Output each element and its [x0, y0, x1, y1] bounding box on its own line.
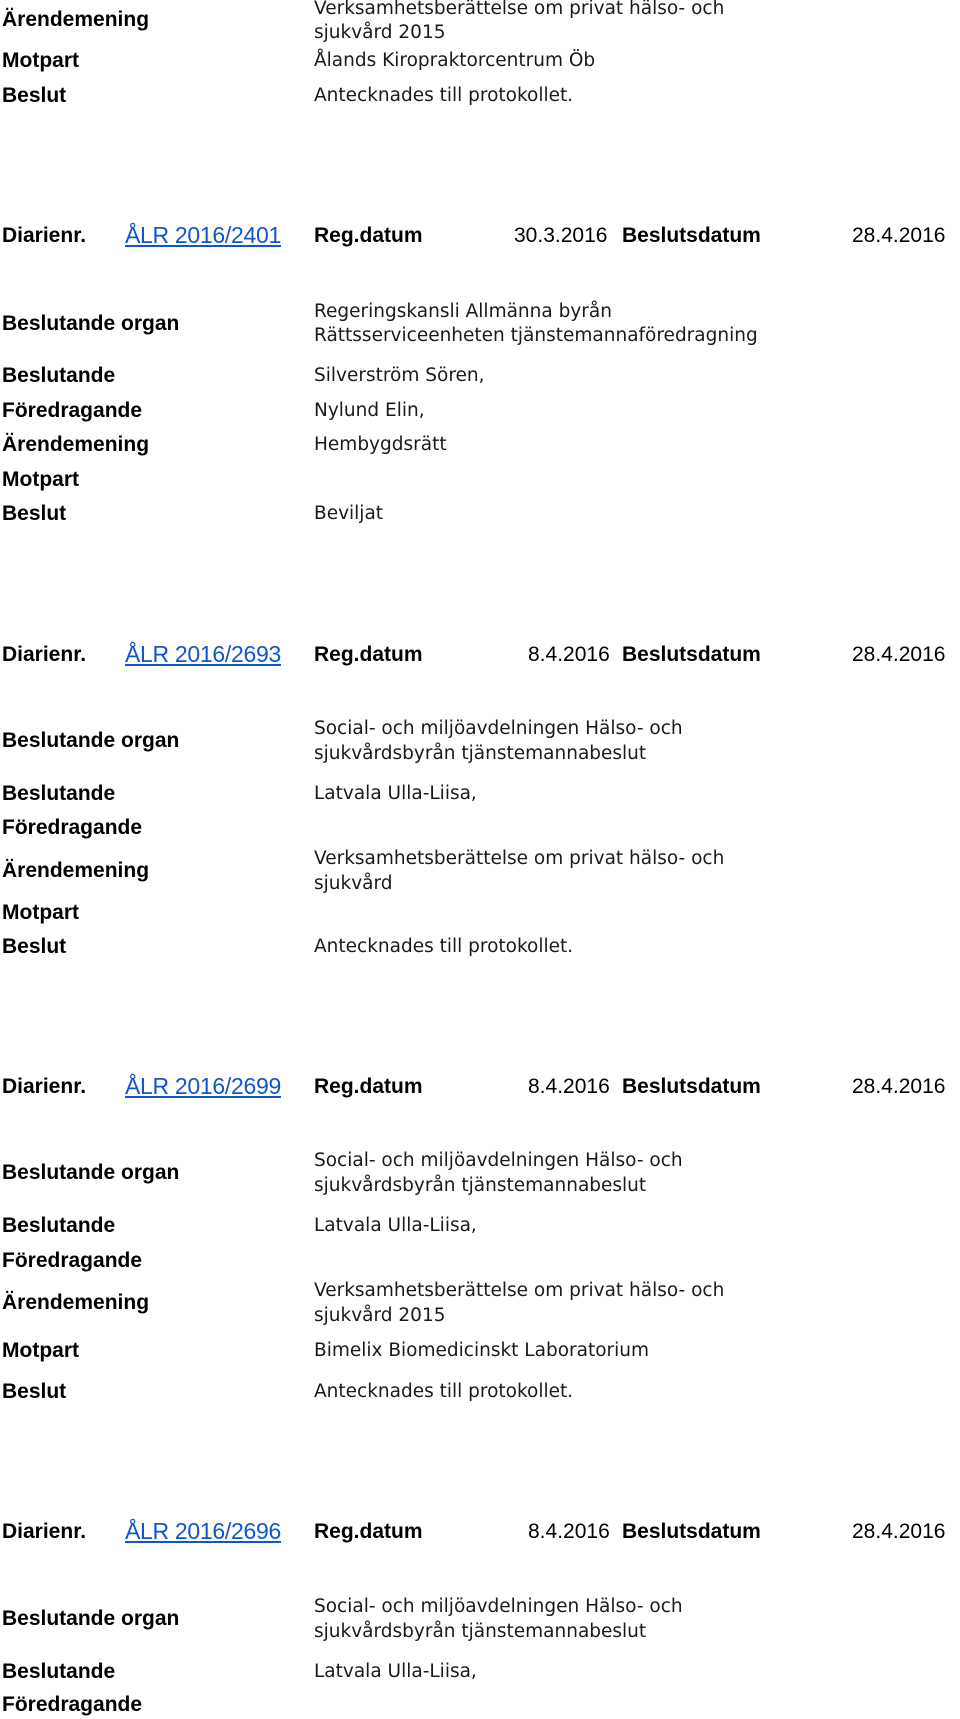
beslut-value: Antecknades till protokollet. — [314, 1381, 574, 1402]
label-beslutande-organ: Beslutande organ — [2, 1161, 180, 1184]
label-motpart: Motpart — [2, 901, 79, 924]
arendemening-value-line1: Verksamhetsberättelse om privat hälso- och — [314, 848, 725, 869]
label-regdatum: Reg.datum — [314, 1520, 423, 1543]
diarienr-link[interactable]: ÅLR 2016/2696 — [125, 1518, 281, 1544]
arendemening-value-line1: Hembygdsrätt — [314, 434, 447, 455]
label-motpart: Motpart — [2, 1339, 79, 1362]
diarienr-link[interactable]: ÅLR 2016/2699 — [125, 1073, 281, 1099]
beslutande-value: Latvala Ulla-Liisa, — [314, 1661, 477, 1682]
label-diarienr: Diarienr. — [2, 1075, 87, 1098]
organ-value-line2: sjukvårdsbyrån tjänstemannabeslut — [314, 743, 647, 764]
motpart-value: Bimelix Biomedicinskt Laboratorium — [314, 1340, 650, 1361]
label-beslutande: Beslutande — [2, 1214, 116, 1237]
regdatum-value: 8.4.2016 — [528, 643, 610, 666]
label-foredragande: Föredragande — [2, 1693, 143, 1716]
label-arendemening: Ärendemening — [2, 1291, 150, 1314]
organ-value-line1: Social- och miljöavdelningen Hälso- och — [314, 1150, 683, 1171]
label-regdatum: Reg.datum — [314, 1075, 423, 1098]
label-arendemening: Ärendemening — [2, 859, 150, 882]
label-beslutsdatum: Beslutsdatum — [622, 1520, 761, 1543]
diarienr-link[interactable]: ÅLR 2016/2401 — [125, 222, 281, 248]
label-motpart: Motpart — [2, 468, 79, 491]
label-beslutande: Beslutande — [2, 782, 116, 805]
label-beslut: Beslut — [2, 935, 67, 958]
arendemening-value-line2: sjukvård — [314, 873, 393, 894]
label-beslutsdatum: Beslutsdatum — [622, 224, 761, 247]
label-diarienr: Diarienr. — [2, 643, 87, 666]
beslutsdatum-value: 28.4.2016 — [852, 224, 946, 247]
arendemening-value-line2: sjukvård 2015 — [314, 22, 446, 43]
organ-value-line1: Social- och miljöavdelningen Hälso- och — [314, 718, 683, 739]
label-foredragande: Föredragande — [2, 1249, 143, 1272]
organ-value-line2: sjukvårdsbyrån tjänstemannabeslut — [314, 1621, 647, 1642]
regdatum-value: 8.4.2016 — [528, 1075, 610, 1098]
beslut-value: Antecknades till protokollet. — [314, 936, 574, 957]
label-beslutsdatum: Beslutsdatum — [622, 1075, 761, 1098]
organ-value-line1: Regeringskansli Allmänna byrån — [314, 301, 612, 322]
beslutande-value: Silverström Sören, — [314, 365, 485, 386]
label-arendemening: Ärendemening — [2, 8, 150, 31]
motpart-value: Ålands Kiropraktorcentrum Öb — [314, 50, 596, 71]
organ-value-line2: Rättsserviceenheten tjänstemannaföredragning — [314, 325, 758, 346]
foredragande-value: Nylund Elin, — [314, 400, 425, 421]
arendemening-value-line1: Verksamhetsberättelse om privat hälso- och — [314, 1280, 725, 1301]
beslutsdatum-value: 28.4.2016 — [852, 1520, 946, 1543]
label-foredragande: Föredragande — [2, 816, 143, 839]
label-beslutsdatum: Beslutsdatum — [622, 643, 761, 666]
arendemening-value-line2: sjukvård 2015 — [314, 1305, 446, 1326]
beslutsdatum-value: 28.4.2016 — [852, 1075, 946, 1098]
organ-value-line2: sjukvårdsbyrån tjänstemannabeslut — [314, 1175, 647, 1196]
label-beslut: Beslut — [2, 84, 67, 107]
label-beslutande: Beslutande — [2, 1660, 116, 1683]
label-beslutande-organ: Beslutande organ — [2, 1607, 180, 1630]
label-diarienr: Diarienr. — [2, 224, 87, 247]
label-foredragande: Föredragande — [2, 399, 143, 422]
beslut-value: Beviljat — [314, 503, 384, 524]
label-diarienr: Diarienr. — [2, 1520, 87, 1543]
beslutsdatum-value: 28.4.2016 — [852, 643, 946, 666]
label-beslut: Beslut — [2, 1380, 67, 1403]
label-regdatum: Reg.datum — [314, 643, 423, 666]
label-beslutande: Beslutande — [2, 364, 116, 387]
label-beslutande-organ: Beslutande organ — [2, 729, 180, 752]
regdatum-value: 8.4.2016 — [528, 1520, 610, 1543]
arendemening-value-line1: Verksamhetsberättelse om privat hälso- och — [314, 0, 725, 19]
beslutande-value: Latvala Ulla-Liisa, — [314, 783, 477, 804]
beslut-value: Antecknades till protokollet. — [314, 85, 574, 106]
organ-value-line1: Social- och miljöavdelningen Hälso- och — [314, 1596, 683, 1617]
regdatum-value: 30.3.2016 — [514, 224, 608, 247]
beslutande-value: Latvala Ulla-Liisa, — [314, 1215, 477, 1236]
diarienr-link[interactable]: ÅLR 2016/2693 — [125, 641, 281, 667]
label-motpart: Motpart — [2, 49, 79, 72]
label-regdatum: Reg.datum — [314, 224, 423, 247]
label-arendemening: Ärendemening — [2, 433, 150, 456]
label-beslut: Beslut — [2, 502, 67, 525]
label-beslutande-organ: Beslutande organ — [2, 312, 180, 335]
